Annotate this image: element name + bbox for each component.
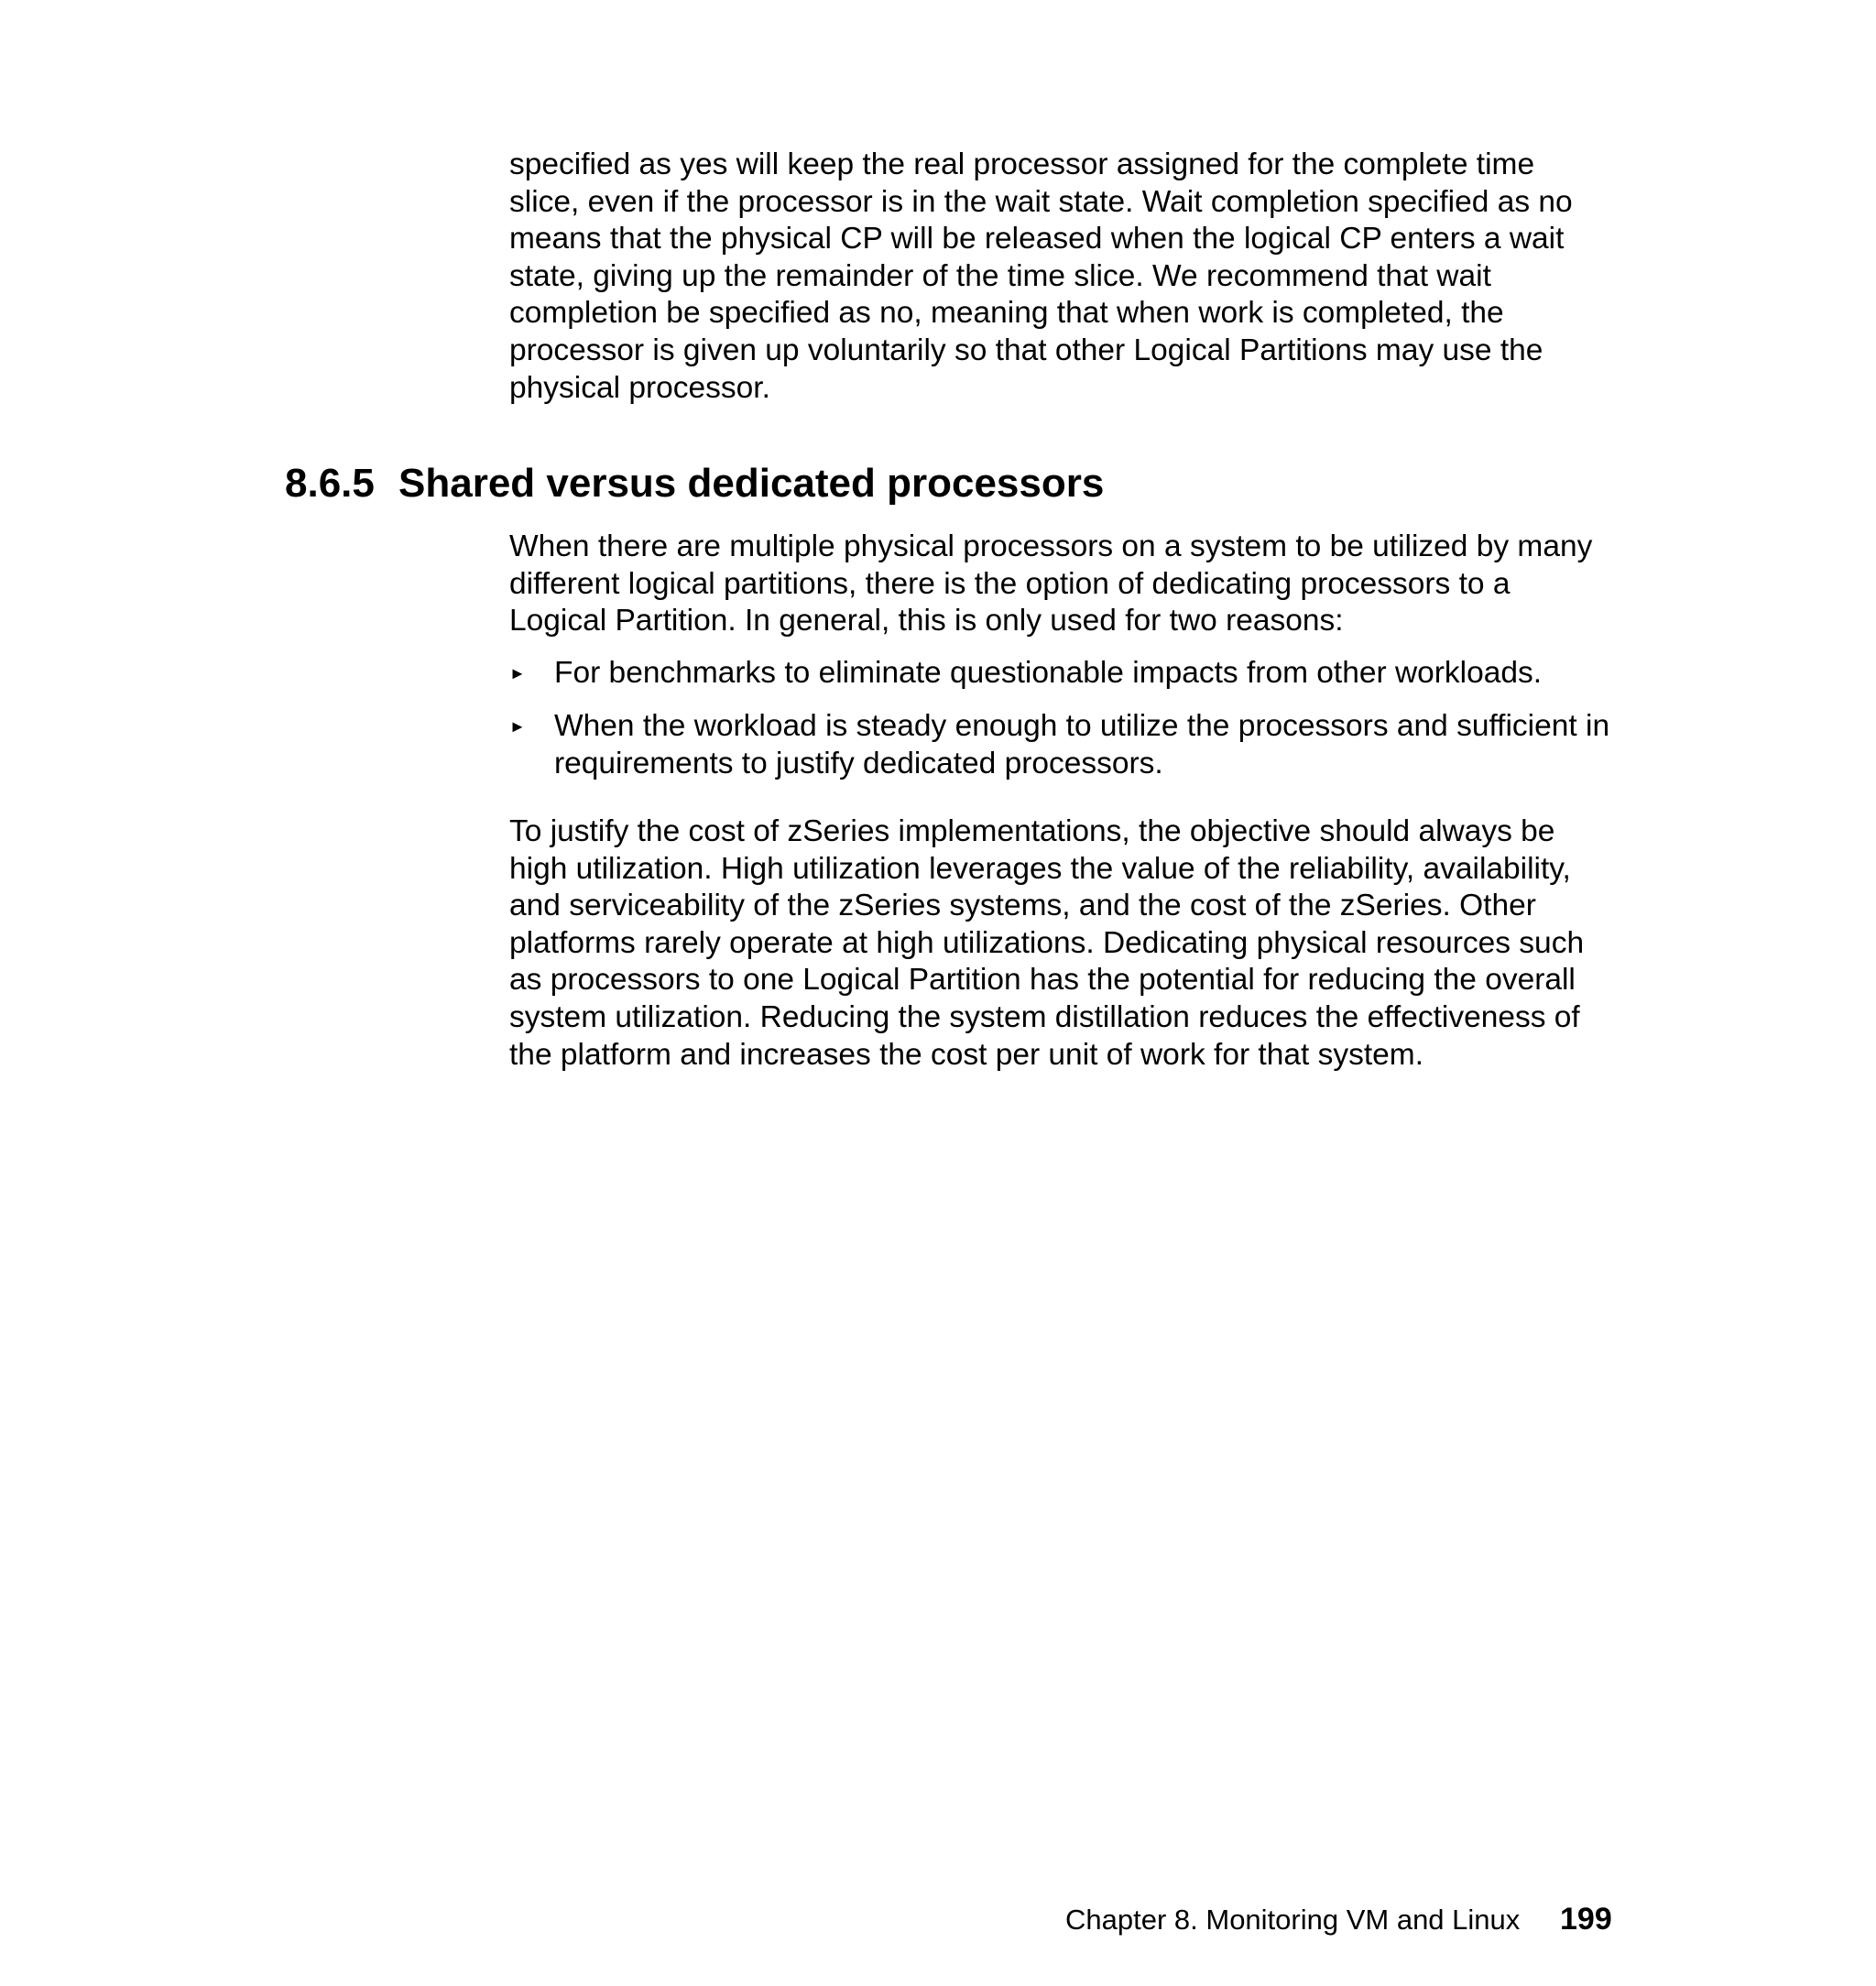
text-line: When the workload is steady enough to utilize the processors and sufficient in [554, 709, 1610, 743]
footer-chapter-title: Chapter 8. Monitoring VM and Linux [1065, 1904, 1521, 1936]
text-line: the platform and increases the cost per unit of work for that system. [509, 1037, 1424, 1072]
page-number: 199 [1560, 1902, 1612, 1937]
text-line: different logical partitions, there is the option of dedicating processors to a [509, 566, 1511, 601]
list-item [509, 655, 1654, 693]
text-line: and serviceability of the zSeries systems, and the cost of the zSeries. Other [509, 889, 1536, 923]
text-line: For benchmarks to eliminate questionable impacts from other workloads. [554, 656, 1543, 690]
list-item [509, 708, 1654, 782]
bullet-arrow-icon: ► [509, 717, 526, 736]
text-line: completion be specified as no, meaning that when work is completed, the [509, 296, 1504, 331]
page-footer [1065, 1902, 1612, 1938]
text-line: specified as yes will keep the real processor assigned for the complete time [509, 147, 1535, 181]
section-title: Shared versus dedicated processors [398, 461, 1105, 506]
text-line: high utilization. High utilization leverages the value of the reliability, availability, [509, 851, 1571, 886]
text-line: When there are multiple physical processors on a system to be utilized by many [509, 529, 1593, 563]
text-line: means that the physical CP will be released when the logical CP enters a wait [509, 222, 1565, 256]
text-line: requirements to justify dedicated processors. [554, 746, 1163, 780]
text-line: state, giving up the remainder of the time slice. We recommend that wait [509, 258, 1491, 293]
section-heading [285, 458, 1104, 509]
text-line: platforms rarely operate at high utilizations. Dedicating physical resources such [509, 925, 1585, 960]
text-line: To justify the cost of zSeries implementations, the objective should always be [509, 814, 1555, 848]
bullet-list [509, 708, 1654, 782]
text-line: processor is given up voluntarily so that other Logical Partitions may use the [509, 333, 1543, 367]
bullet-arrow-icon: ► [509, 664, 526, 682]
text-line: Logical Partition. In general, this is only used for two reasons: [509, 604, 1344, 638]
bullet-list [509, 655, 1654, 693]
continued-paragraph [509, 147, 1618, 407]
text-line: system utilization. Reducing the system distillation reduces the effectiveness of [509, 999, 1580, 1034]
section-number: 8.6.5 [285, 461, 375, 506]
text-line: physical processor. [509, 370, 770, 405]
intro-paragraph [509, 529, 1618, 640]
text-line: slice, even if the processor is in the wait state. Wait completion specified as no [509, 184, 1573, 219]
text-line: as processors to one Logical Partition has the potential for reducing the overall [509, 963, 1576, 998]
main-paragraph [509, 813, 1618, 1074]
